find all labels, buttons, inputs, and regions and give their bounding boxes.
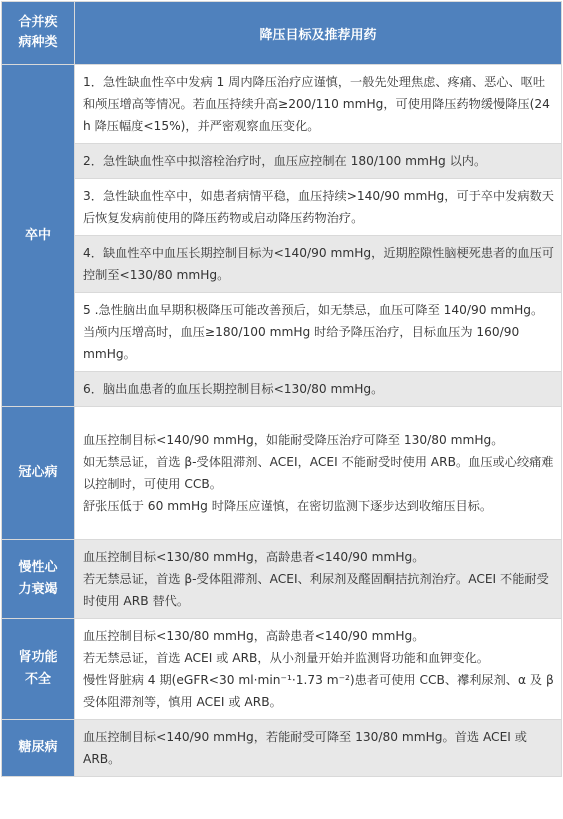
category-stroke: 卒中 [2, 65, 75, 407]
hypertension-comorbidity-table [1, 1, 562, 777]
stroke-item-3: 3．急性缺血性卒中，如患者病情平稳，血压持续>140/90 mmHg，可于卒中发病数天后恢复发病前使用的降压药物或启动降压药物治疗。 [75, 179, 562, 236]
table-row [2, 540, 562, 619]
table-row [2, 372, 562, 407]
diabetes-line-1: 血压控制目标<140/90 mmHg，若能耐受可降至 130/80 mmHg。首选 ACEI 或 ARB。 [83, 730, 527, 766]
chd-line-3: 舒张压低于 60 mmHg 时降压应谨慎，在密切监测下逐步达到收缩压目标。 [83, 499, 493, 513]
table-row [2, 407, 562, 540]
chd-line-2: 如无禁忌证，首选 β-受体阻滞剂、ACEI，ACEI 不能耐受时使用 ARB。血压或心绞痛难以控制时，可使用 CCB。 [83, 455, 554, 491]
table-row [2, 720, 562, 777]
hf-line-2: 若无禁忌证，首选 β-受体阻滞剂、ACEI、利尿剂及醛固酮拮抗剂治疗。ACEI 不能耐受时使用 ARB 替代。 [83, 572, 549, 608]
header-col1-line2: 病种类 [18, 35, 58, 50]
stroke-item-6: 6．脑出血患者的血压长期控制目标<130/80 mmHg。 [75, 372, 562, 407]
stroke-item-1: 1．急性缺血性卒中发病 1 周内降压治疗应谨慎，一般先处理焦虑、疼痛、恶心、呕吐和颅压增高等情况。若血压持续升高≥200/110 mmHg，可使用降压药物缓慢降压(24 h 降压幅度<15%)，并严密观察血压变化。 [75, 65, 562, 144]
category-renal-insufficiency [2, 619, 75, 720]
renal-line-1: 血压控制目标<130/80 mmHg，高龄患者<140/90 mmHg。 [83, 629, 425, 643]
renal-label-line2: 不全 [24, 672, 51, 687]
header-col1-line1: 合并疾 [18, 15, 58, 30]
table-row [2, 236, 562, 293]
category-coronary-heart-disease: 冠心病 [2, 407, 75, 540]
header-disease-type [2, 2, 75, 65]
table-row [2, 619, 562, 720]
renal-label-line1: 肾功能 [18, 650, 58, 665]
renal-line-2: 若无禁忌证，首选 ACEI 或 ARB，从小剂量开始并监测肾功能和血钾变化。 [83, 651, 489, 665]
diabetes-content [75, 720, 562, 777]
stroke-item-4: 4．缺血性卒中血压长期控制目标为<140/90 mmHg，近期腔隙性脑梗死患者的血压可控制至<130/80 mmHg。 [75, 236, 562, 293]
table-row [2, 65, 562, 144]
category-chronic-heart-failure [2, 540, 75, 619]
hf-label-line1: 慢性心 [18, 560, 58, 575]
header-target-and-drugs: 降压目标及推荐用药 [75, 2, 562, 65]
stroke-item-2: 2．急性缺血性卒中拟溶栓治疗时，血压应控制在 180/100 mmHg 以内。 [75, 144, 562, 179]
hf-line-1: 血压控制目标<130/80 mmHg，高龄患者<140/90 mmHg。 [83, 550, 425, 564]
hf-content [75, 540, 562, 619]
chd-content [75, 407, 562, 540]
table-row [2, 179, 562, 236]
chd-line-1: 血压控制目标<140/90 mmHg，如能耐受降压治疗可降至 130/80 mmHg。 [83, 433, 504, 447]
renal-line-3: 慢性肾脏病 4 期(eGFR<30 ml·min⁻¹·1.73 m⁻²)患者可使用 CCB、襻利尿剂、α 及 β 受体阻滞剂等，慎用 ACEI 或 ARB。 [83, 673, 554, 709]
renal-content [75, 619, 562, 720]
stroke-item-5: 5 .急性脑出血早期积极降压可能改善预后，如无禁忌，血压可降至 140/90 mmHg。当颅内压增高时，血压≥180/100 mmHg 时给予降压治疗，目标血压为 160/90 mmHg。 [75, 293, 562, 372]
table-row [2, 293, 562, 372]
table-row [2, 144, 562, 179]
category-diabetes: 糖尿病 [2, 720, 75, 777]
hf-label-line2: 力衰竭 [18, 582, 58, 597]
table-header-row [2, 2, 562, 65]
